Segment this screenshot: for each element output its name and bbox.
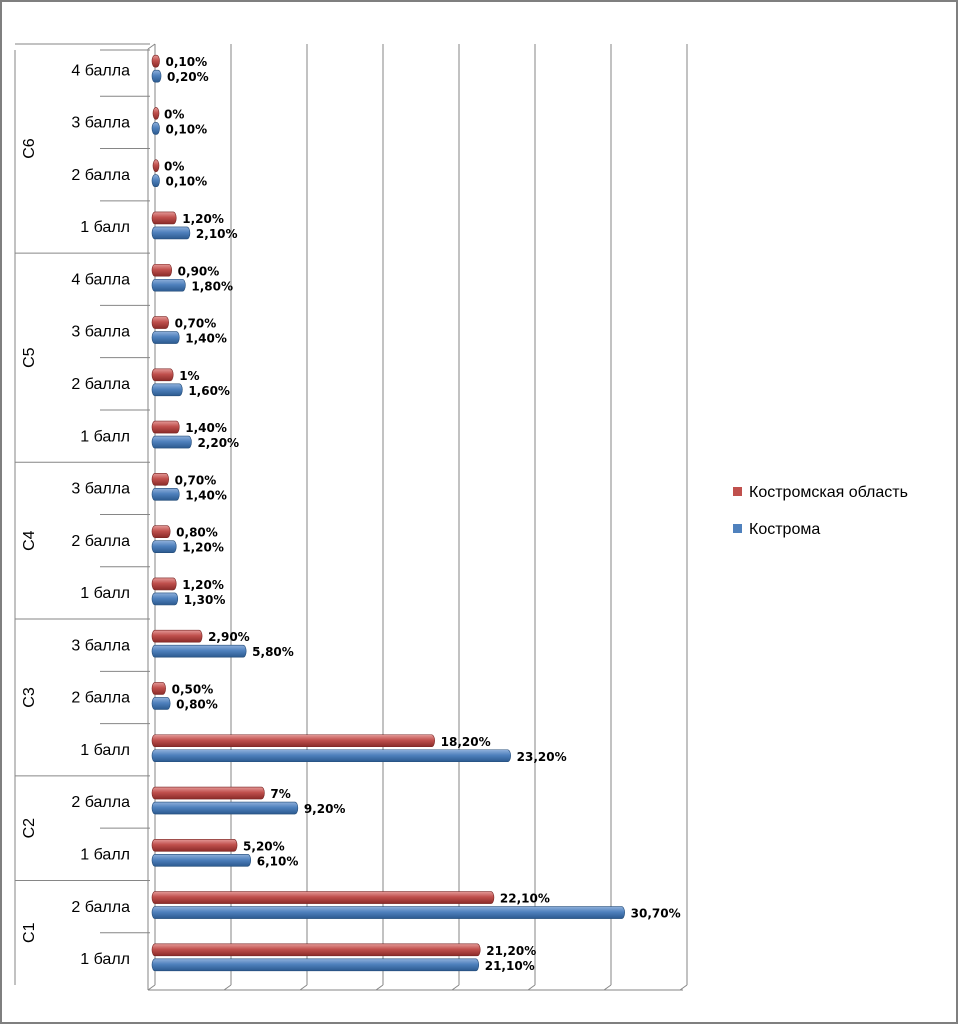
- data-label-city: 0,80%: [176, 697, 218, 712]
- legend-swatch-city: [733, 524, 742, 533]
- data-label-region: 0,70%: [174, 316, 217, 331]
- bar-region-С5-4: [152, 264, 172, 276]
- category-label: 3 балла: [71, 114, 130, 132]
- category-label: 3 балла: [71, 637, 130, 655]
- data-label-region: 0%: [164, 159, 185, 174]
- chart-border: [1, 1, 957, 1023]
- bar-region-С4-1: [152, 578, 176, 590]
- bar-region-С5-2: [152, 369, 173, 381]
- data-label-city: 1,30%: [183, 592, 226, 607]
- category-label: 1 балл: [80, 585, 130, 603]
- data-label-region: 1,20%: [182, 577, 224, 592]
- data-label-region: 0,70%: [174, 473, 217, 488]
- category-label: 2 балла: [71, 794, 130, 812]
- data-label-city: 0,10%: [165, 174, 208, 189]
- bar-region-С3-1: [152, 735, 435, 747]
- category-label: 2 балла: [71, 689, 130, 707]
- bar-city-С4-1: [152, 593, 178, 605]
- category-label: 1 балл: [80, 741, 130, 759]
- data-label-region: 0,80%: [176, 525, 218, 540]
- category-label: 2 балла: [71, 898, 130, 916]
- bar-region-С3-3: [152, 630, 202, 642]
- data-label-region: 1,20%: [182, 211, 224, 226]
- data-label-region: 0,10%: [165, 55, 208, 70]
- data-label-region: 7%: [270, 787, 291, 802]
- bar-region-С1-1: [152, 944, 480, 956]
- data-label-city: 21,10%: [484, 958, 535, 973]
- bar-city-С5-3: [152, 332, 179, 344]
- bar-region-С3-2: [152, 682, 166, 694]
- bar-city-С6-3: [152, 122, 160, 134]
- data-label-region: 1,40%: [185, 421, 227, 436]
- data-label-region: 2,90%: [208, 630, 250, 645]
- category-label: 1 балл: [80, 846, 130, 864]
- group-label-1: С1: [21, 922, 39, 943]
- bar-region-С1-2: [152, 892, 494, 904]
- bar-city-С6-4: [152, 70, 161, 82]
- data-label-city: 0,20%: [167, 70, 209, 85]
- category-label: 2 балла: [71, 376, 130, 394]
- data-label-region: 5,20%: [243, 839, 285, 854]
- bar-region-С2-2: [152, 787, 264, 799]
- bar-region-С2-1: [152, 839, 237, 851]
- data-label-city: 1,40%: [185, 488, 227, 503]
- group-label-5: С5: [21, 347, 39, 368]
- category-label: 1 балл: [80, 428, 130, 446]
- data-label-city: 1,40%: [185, 331, 227, 346]
- bar-region-С6-3: [153, 107, 159, 119]
- data-label-city: 5,80%: [252, 645, 294, 660]
- data-label-city: 23,20%: [516, 749, 567, 764]
- data-label-region: 1%: [179, 368, 200, 383]
- bar-city-С3-3: [152, 645, 246, 657]
- bar-region-С6-1: [152, 212, 176, 224]
- category-label: 4 балла: [71, 62, 130, 80]
- bar-city-С5-4: [152, 279, 185, 291]
- category-label: 1 балл: [80, 951, 130, 969]
- data-label-city: 2,20%: [197, 436, 240, 451]
- legend-swatch-region: [733, 487, 742, 496]
- data-label-region: 22,10%: [499, 891, 550, 906]
- bar-region-С5-1: [152, 421, 179, 433]
- bar-city-С3-2: [152, 697, 170, 709]
- bar-city-С3-1: [152, 750, 511, 762]
- category-label: 3 балла: [71, 480, 130, 498]
- bar-region-С6-4: [152, 55, 160, 67]
- data-label-region: 0,50%: [171, 682, 214, 697]
- bar-region-С4-3: [152, 473, 169, 485]
- bar-region-С6-2: [153, 160, 159, 172]
- bar-city-С6-1: [152, 227, 190, 239]
- bar-city-С1-1: [152, 959, 479, 971]
- bar-city-С4-3: [152, 488, 179, 500]
- bar-region-С5-3: [152, 317, 169, 329]
- group-label-4: С4: [21, 530, 39, 551]
- bar-city-С2-2: [152, 802, 298, 814]
- data-label-region: 21,20%: [486, 943, 537, 958]
- bar-city-С5-2: [152, 384, 182, 396]
- category-label: 1 балл: [80, 219, 130, 237]
- bar-city-С5-1: [152, 436, 191, 448]
- bar-city-С1-2: [152, 907, 625, 919]
- data-label-city: 1,80%: [191, 279, 234, 294]
- data-label-city: 2,10%: [195, 226, 238, 241]
- data-label-city: 30,70%: [630, 906, 681, 921]
- data-label-region: 0,90%: [177, 264, 220, 279]
- bar-city-С2-1: [152, 854, 251, 866]
- legend-label-region: Костромская область: [749, 484, 908, 501]
- bar-city-С4-2: [152, 541, 176, 553]
- category-label: 2 балла: [71, 166, 130, 184]
- category-label: 2 балла: [71, 532, 130, 550]
- category-label: 4 балла: [71, 271, 130, 289]
- legend-label-city: Кострома: [749, 521, 821, 538]
- data-label-city: 9,20%: [303, 802, 346, 817]
- data-label-city: 6,10%: [256, 854, 299, 869]
- data-label-city: 1,60%: [188, 383, 230, 398]
- data-label-city: 0,10%: [165, 122, 208, 137]
- bar-city-С6-2: [152, 175, 160, 187]
- data-label-region: 0%: [164, 107, 185, 122]
- group-label-3: С3: [21, 687, 39, 708]
- data-label-region: 18,20%: [440, 734, 491, 749]
- group-label-6: С6: [21, 138, 39, 159]
- data-label-city: 1,20%: [182, 540, 224, 555]
- category-label: 3 балла: [71, 323, 130, 341]
- bar-region-С4-2: [152, 526, 170, 538]
- group-label-2: С2: [21, 817, 39, 839]
